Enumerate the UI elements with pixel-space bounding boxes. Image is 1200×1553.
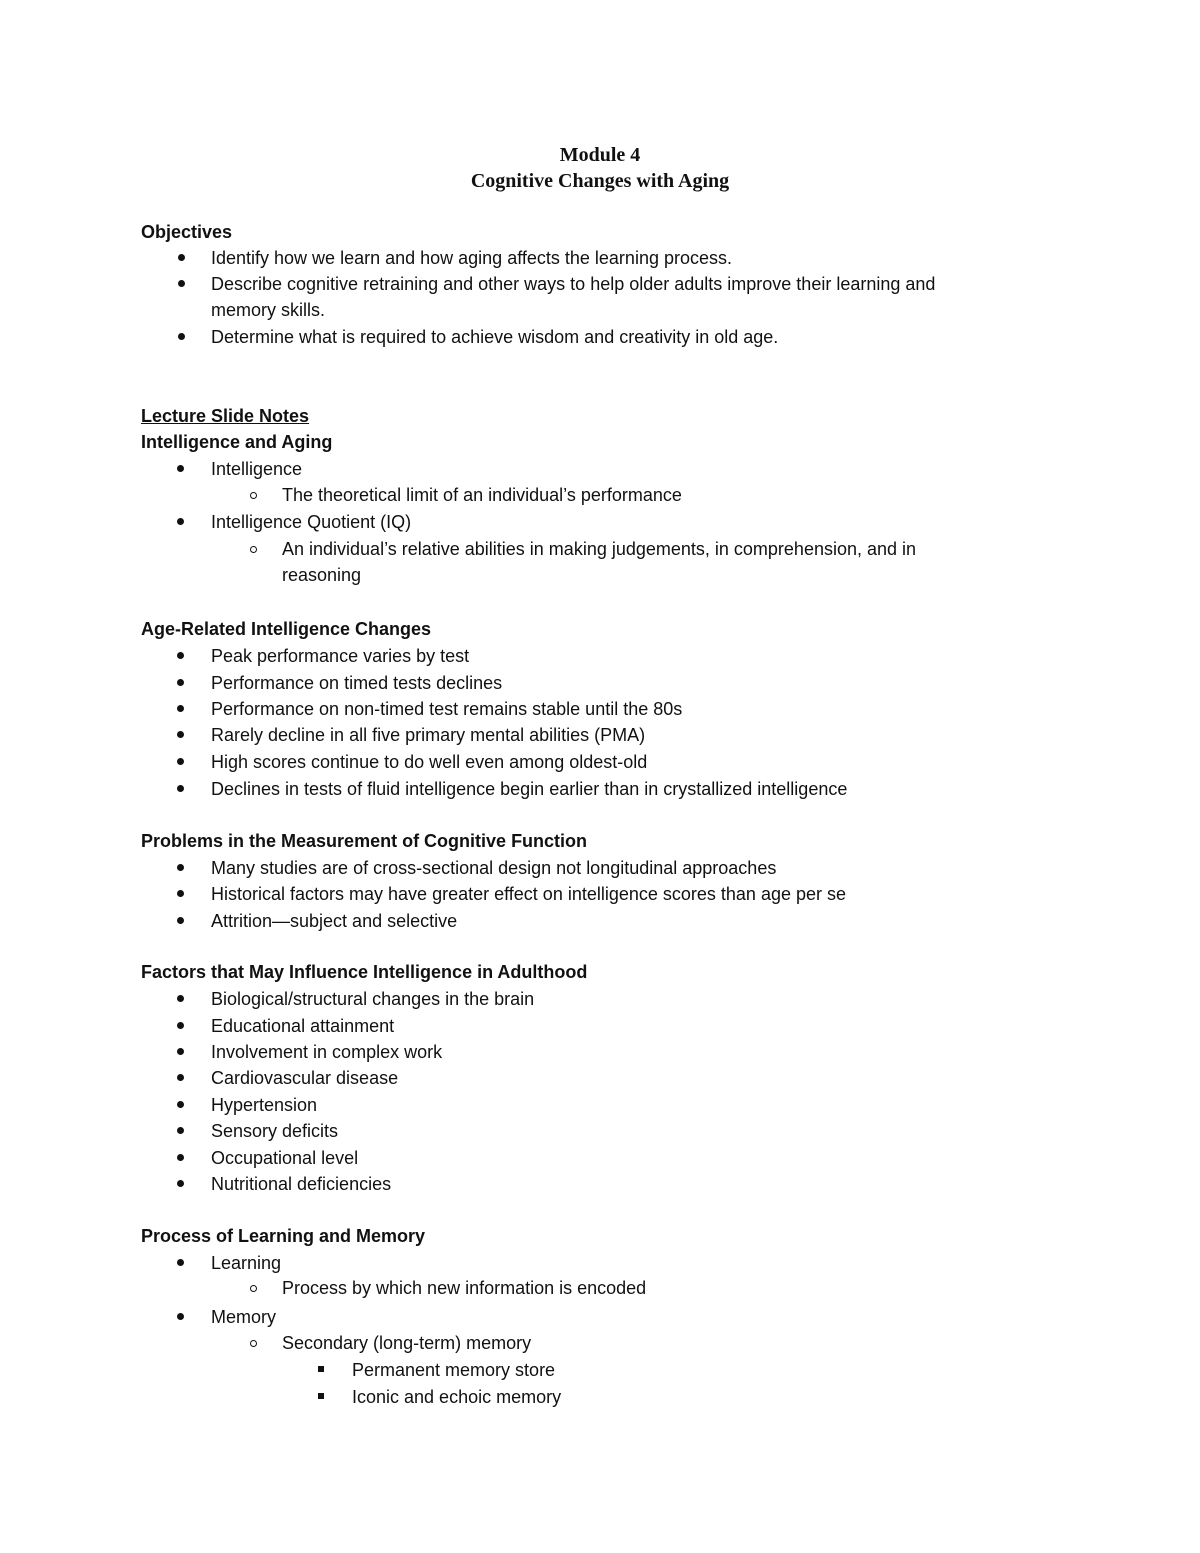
page-subtitle: Cognitive Changes with Aging: [470, 170, 730, 192]
bullet-icon: [177, 785, 184, 792]
square-bullet-icon: [318, 1366, 324, 1372]
circle-bullet-icon: [250, 1285, 257, 1292]
section-heading: Age-Related Intelligence Changes: [141, 619, 432, 639]
bullet-icon: [177, 864, 184, 871]
bullet-icon: [177, 1127, 184, 1134]
bullet-icon: [177, 1154, 184, 1161]
objectives-heading: Objectives: [141, 222, 233, 242]
bullet-icon: [177, 652, 184, 659]
objective-item: Identify how we learn and how aging affects the learning process.: [211, 248, 732, 268]
sub-list-item: Secondary (long-term) memory: [282, 1333, 532, 1353]
bullet-icon: [177, 1048, 184, 1055]
bullet-icon: [178, 254, 185, 261]
sub-list-item: An individual’s relative abilities in making judgements, in comprehension, and in: [282, 539, 917, 559]
list-item: Sensory deficits: [211, 1121, 339, 1141]
circle-bullet-icon: [250, 1340, 257, 1347]
list-item: Performance on timed tests declines: [211, 673, 503, 693]
list-item: Memory: [211, 1307, 277, 1327]
list-item: Many studies are of cross-sectional design not longitudinal approaches: [211, 858, 777, 878]
list-item: Cardiovascular disease: [211, 1068, 399, 1088]
section-heading: Intelligence and Aging: [141, 432, 333, 452]
bullet-icon: [177, 731, 184, 738]
bullet-icon: [177, 890, 184, 897]
notes-heading: Lecture Slide Notes: [141, 406, 310, 426]
list-item: Hypertension: [211, 1095, 318, 1115]
section-heading: Process of Learning and Memory: [141, 1226, 426, 1246]
bullet-icon: [178, 333, 185, 340]
list-item: High scores continue to do well even among oldest-old: [211, 752, 648, 772]
bullet-icon: [177, 705, 184, 712]
bullet-icon: [177, 1022, 184, 1029]
page-title: Module 4: [559, 144, 641, 166]
section-heading: Problems in the Measurement of Cognitive Function: [141, 831, 588, 851]
bullet-icon: [177, 465, 184, 472]
list-item: Involvement in complex work: [211, 1042, 443, 1062]
sub-sub-list-item: Permanent memory store: [352, 1360, 556, 1380]
list-item: Learning: [211, 1253, 282, 1273]
bullet-icon: [177, 1259, 184, 1266]
list-item: Nutritional deficiencies: [211, 1174, 392, 1194]
bullet-icon: [178, 280, 185, 287]
sub-list-item: Process by which new information is encoded: [282, 1278, 647, 1298]
list-item: Historical factors may have greater effect on intelligence scores than age per se: [211, 884, 847, 904]
objective-item-continued: memory skills.: [211, 300, 326, 320]
sub-list-item: The theoretical limit of an individual’s performance: [282, 485, 682, 505]
list-item: Intelligence Quotient (IQ): [211, 512, 412, 532]
list-item: Intelligence: [211, 459, 303, 479]
objective-item: Determine what is required to achieve wisdom and creativity in old age.: [211, 327, 779, 347]
bullet-icon: [177, 758, 184, 765]
list-item: Attrition—subject and selective: [211, 911, 458, 931]
list-item: Peak performance varies by test: [211, 646, 470, 666]
objective-item: Describe cognitive retraining and other ways to help older adults improve their learning and: [211, 274, 936, 294]
circle-bullet-icon: [250, 492, 257, 499]
bullet-icon: [177, 995, 184, 1002]
sub-sub-list-item: Iconic and echoic memory: [352, 1387, 562, 1407]
bullet-icon: [177, 679, 184, 686]
list-item: Performance on non-timed test remains stable until the 80s: [211, 699, 683, 719]
list-item: Occupational level: [211, 1148, 359, 1168]
bullet-icon: [177, 1074, 184, 1081]
bullet-icon: [177, 1101, 184, 1108]
list-item: Declines in tests of fluid intelligence begin earlier than in crystallized intelligence: [211, 779, 848, 799]
circle-bullet-icon: [250, 546, 257, 553]
list-item: Rarely decline in all five primary mental abilities (PMA): [211, 725, 646, 745]
list-item: Biological/structural changes in the brain: [211, 989, 535, 1009]
square-bullet-icon: [318, 1393, 324, 1399]
section-heading: Factors that May Influence Intelligence in Adulthood: [141, 962, 588, 982]
bullet-icon: [177, 917, 184, 924]
list-item: Educational attainment: [211, 1016, 395, 1036]
sub-list-item-continued: reasoning: [282, 565, 362, 585]
bullet-icon: [177, 1313, 184, 1320]
bullet-icon: [177, 1180, 184, 1187]
bullet-icon: [177, 518, 184, 525]
